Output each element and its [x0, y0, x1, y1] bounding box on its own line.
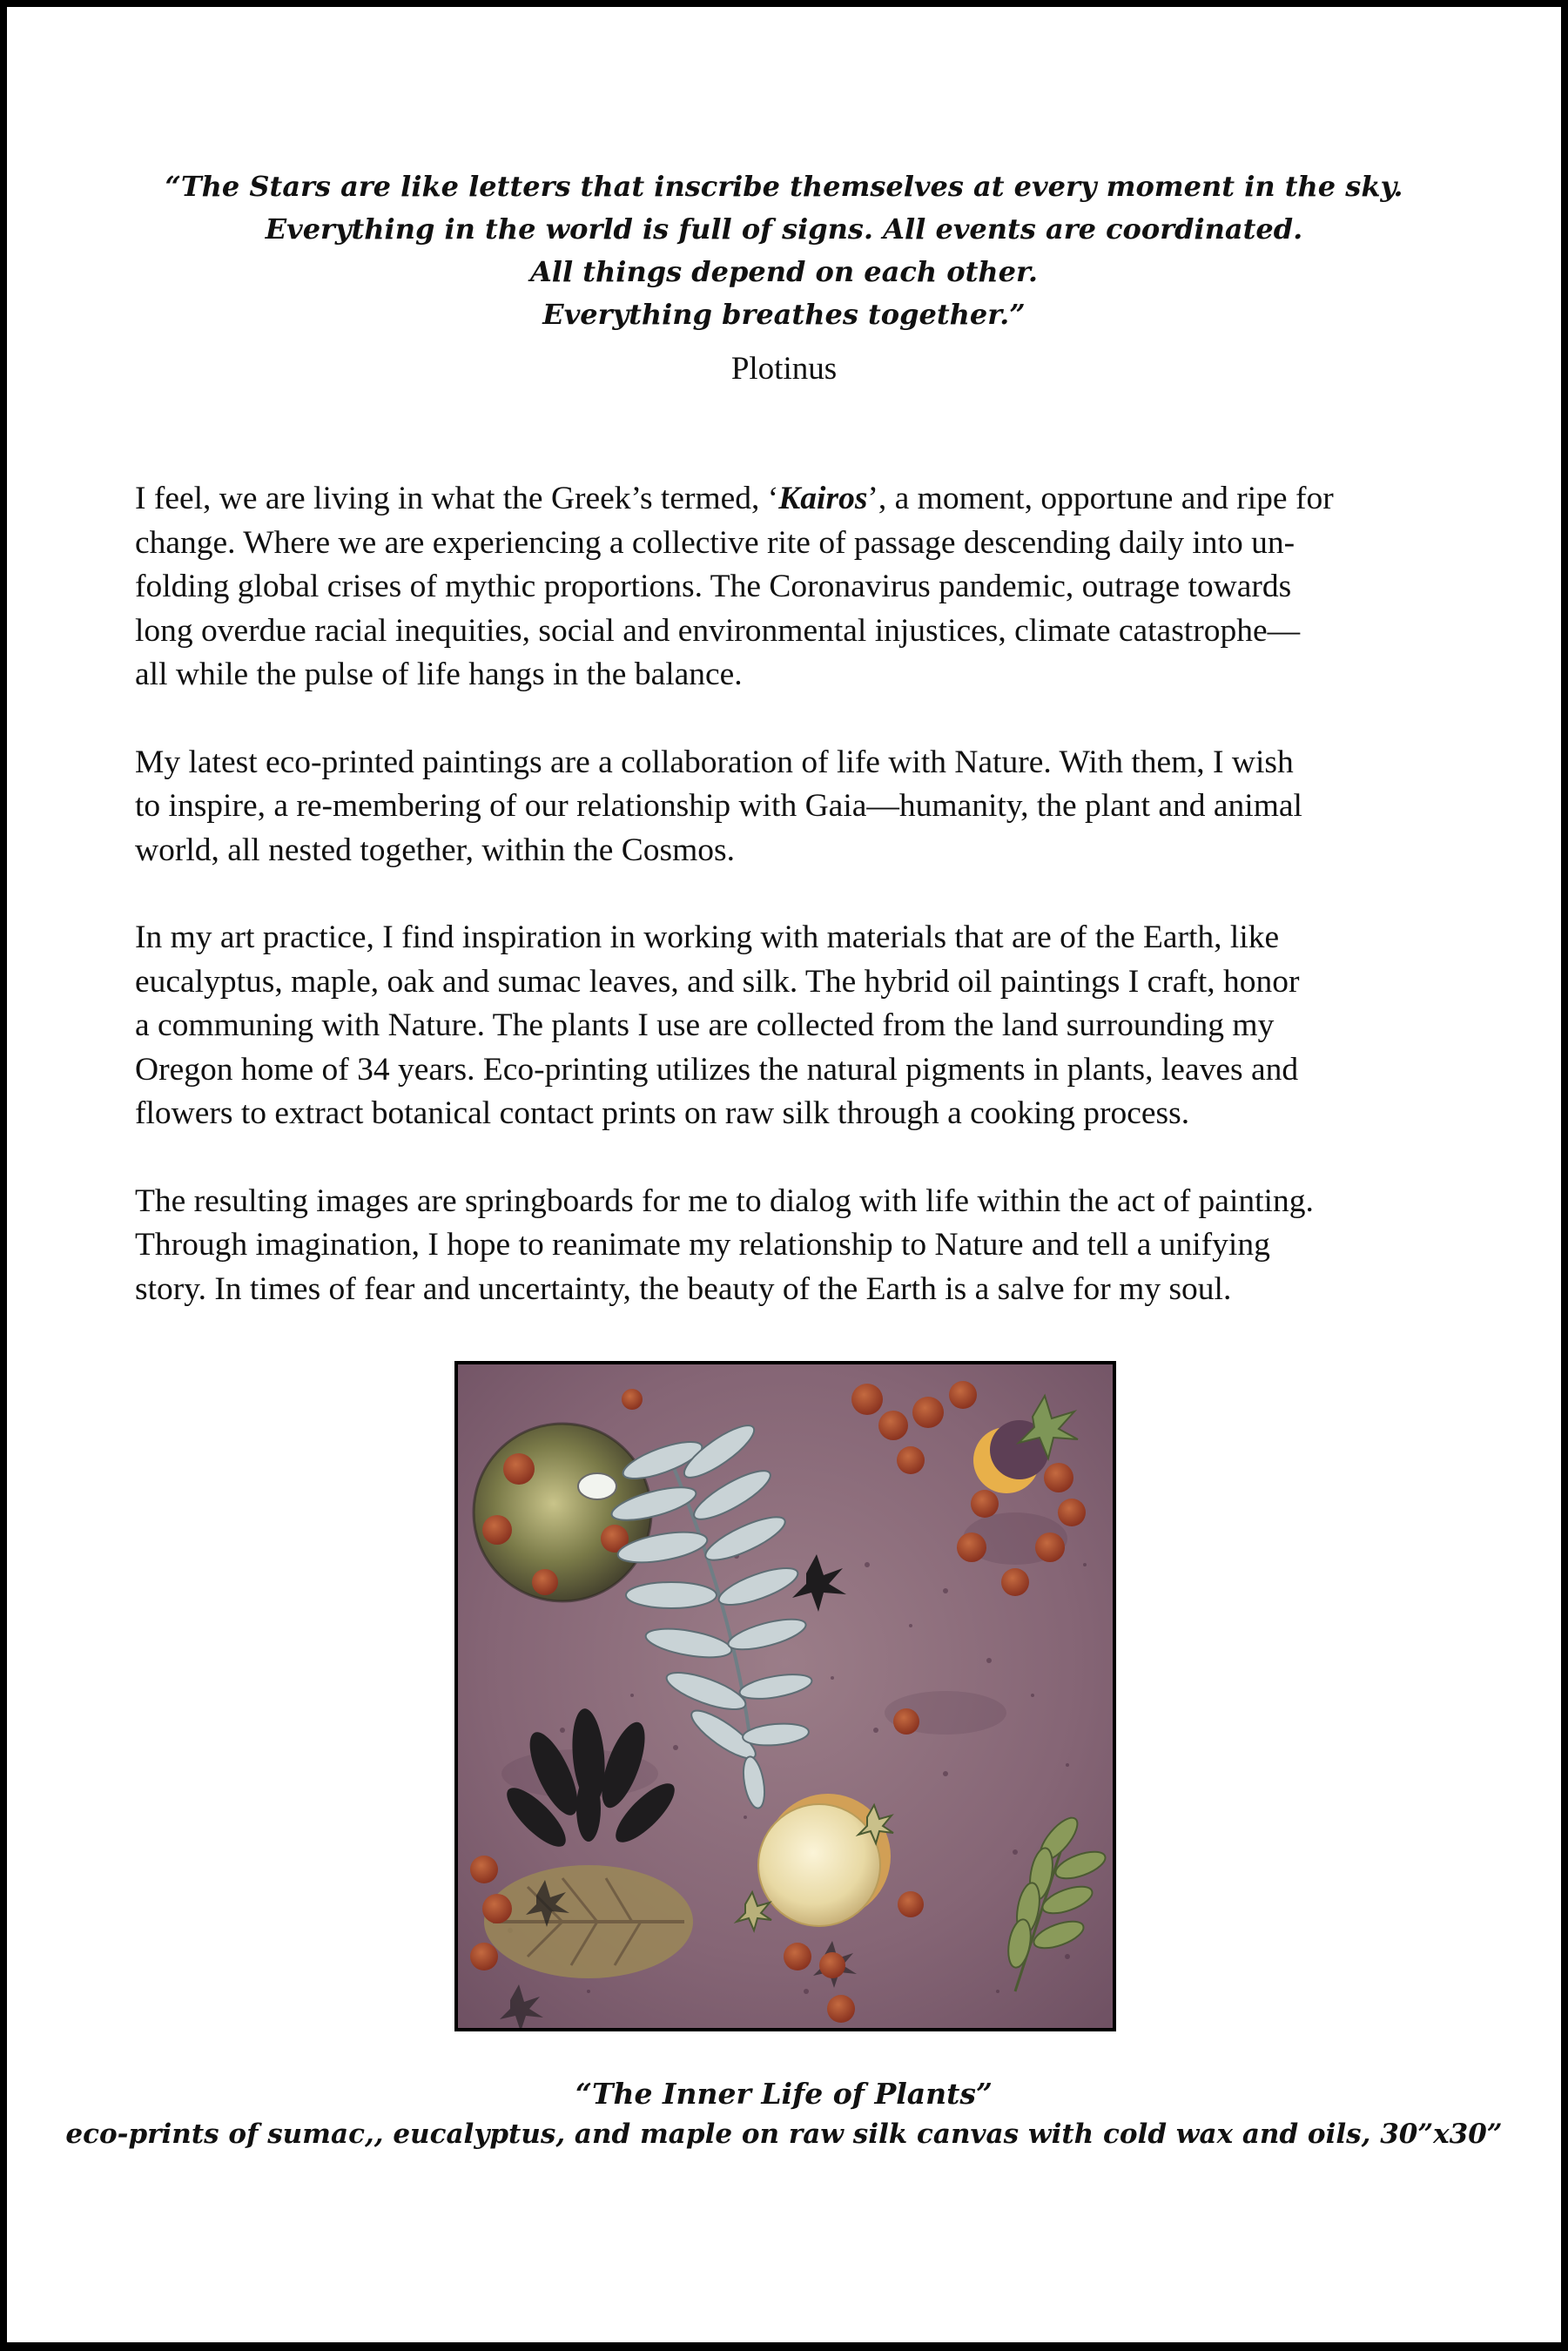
epigraph-author: Plotinus	[730, 351, 838, 387]
paragraph-line: long overdue racial inequities, social and environmental injustices, climate catastrophe—	[135, 612, 1301, 649]
painting-image	[454, 1361, 1116, 2031]
epigraph-line: Everything in the world is full of signs. All events are coordinated.	[265, 212, 1303, 246]
paragraph-line: eucalyptus, maple, oak and sumac leaves, and silk. The hybrid oil paintings I craft, honor	[135, 963, 1300, 1000]
ochre-leaf-print	[484, 1865, 693, 1978]
painting-title: “The Inner Life of Plants”	[575, 2077, 993, 2111]
paragraph-line: all while the pulse of life hangs in the balance.	[135, 657, 743, 692]
kairos-trail-text: ’, a moment, opportune and ripe for	[867, 481, 1334, 516]
paragraph-line	[135, 477, 1458, 522]
paragraph-art-practice	[135, 916, 1458, 1136]
paragraph-line: The resulting images are springboards for me to dialog with life within the act of painting.	[135, 1182, 1314, 1219]
paragraph-line: My latest eco-printed paintings are a collaboration of life with Nature. With them, I wish	[135, 744, 1294, 780]
painting-artwork	[458, 1364, 1113, 2028]
painting-caption	[0, 2074, 1568, 2154]
paragraph-eco-prints	[135, 741, 1458, 873]
paragraph-line: world, all nested together, within the Cosmos.	[135, 832, 736, 868]
paragraph-kairos	[135, 477, 1458, 697]
epigraph-quote	[0, 165, 1568, 336]
artist-statement	[135, 477, 1458, 1355]
paragraph-line: to inspire, a re-membering of our relationship with Gaia—humanity, the plant and animal	[135, 788, 1302, 824]
paragraph-line: flowers to extract botanical contact prints on raw silk through a cooking process.	[135, 1095, 1190, 1131]
paragraph-line: folding global crises of mythic proportions. The Coronavirus pandemic, outrage towards	[135, 569, 1292, 604]
kairos-lead-text: I feel, we are living in what the Greek’s termed, ‘	[135, 481, 779, 516]
epigraph-line: “The Stars are like letters that inscribe themselves at every moment in the sky.	[165, 170, 1403, 203]
paragraph-line: Through imagination, I hope to reanimate my relationship to Nature and tell a unifying	[135, 1227, 1270, 1263]
painting-medium: eco-prints of sumac,, eucalyptus, and maple on raw silk canvas with cold wax and oils, 30”x30”	[65, 2119, 1503, 2150]
paragraph-line: a communing with Nature. The plants I use are collected from the land surrounding my	[135, 1007, 1275, 1043]
paragraph-line: change. Where we are experiencing a collective rite of passage descending daily into un-	[135, 524, 1295, 561]
epigraph-line: All things depend on each other.	[529, 255, 1039, 288]
paragraph-line: In my art practice, I find inspiration in working with materials that are of the Earth, like	[135, 920, 1280, 955]
paragraph-line: story. In times of fear and uncertainty, the beauty of the Earth is a salve for my soul.	[135, 1270, 1232, 1307]
paragraph-resulting-images	[135, 1180, 1458, 1312]
kairos-term: Kairos	[778, 481, 868, 516]
paragraph-line: Oregon home of 34 years. Eco-printing utilizes the natural pigments in plants, leaves and	[135, 1051, 1299, 1088]
epigraph-line: Everything breathes together.”	[542, 298, 1026, 331]
